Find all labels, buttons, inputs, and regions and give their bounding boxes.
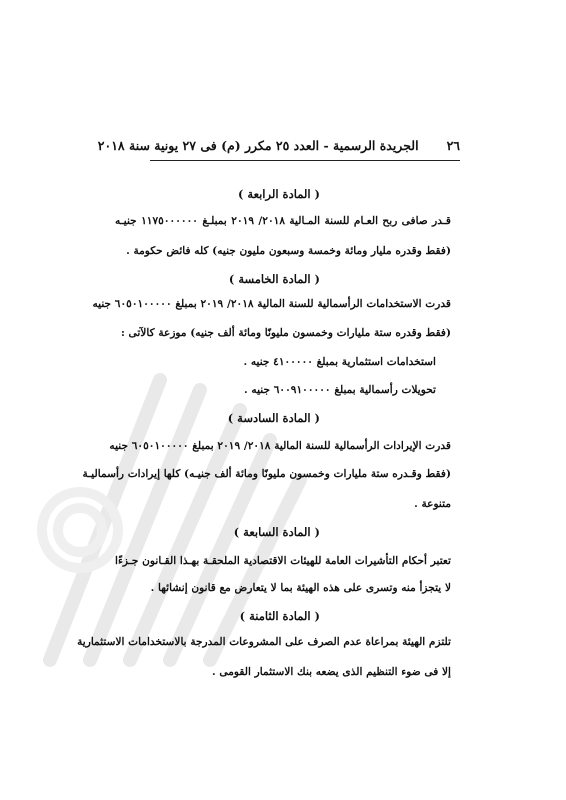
article-6-heading: ( المادة السادسة ) — [227, 411, 320, 425]
watermark-seal — [10, 360, 340, 680]
article-8-line-2: إلا فى ضوء التنظيم الذى يضعه بنك الاستثمار القومى . — [212, 666, 451, 678]
page-number: ٢٦ — [446, 138, 460, 153]
article-6-line-1: قدرت الإيرادات الرأسمالية للسنة المالية ٢٠١٨/ ٢٠١٩ بمبلغ ٦٠٥٠١٠٠٠٠٠ جنيه — [109, 440, 451, 452]
article-6-line-2: (فقط وقـدره ستة مليارات وخمسون مليونًا ومائة ألف جنيـه) كلها إيرادات رأسماليـة — [82, 468, 451, 480]
article-8-line-1: تلتزم الهيئة بمراعاة عدم الصرف على المشروعات المدرجة بالاستخدامات الاستثمارية — [77, 636, 451, 648]
article-4-line-2: (فقط وقدره مليار ومائة وخمسة وسبعون مليون جنيه) كله فائض حكومة . — [126, 245, 451, 257]
article-7-heading: ( المادة السابعة ) — [233, 525, 320, 539]
article-5-line-2: (فقط وقدره ستة مليارات وخمسون مليونًا ومائة ألف جنيه) موزعة كالآتى : — [120, 327, 451, 339]
article-5-heading: ( المادة الخامسة ) — [228, 272, 320, 286]
article-6-line-3: متنوعة . — [414, 498, 451, 510]
page-header — [97, 138, 460, 153]
article-5-line-4: تحويلات رأسمالية بمبلغ ٦٠٠٩١٠٠٠٠٠ جنيه . — [244, 384, 436, 396]
article-8-heading: ( المادة الثامنة ) — [239, 609, 320, 623]
header-divider — [150, 160, 460, 161]
article-7-line-2: لا يتجزأ منه وتسرى على هذه الهيئة بما لا يتعارض مع قانون إنشائها . — [150, 582, 451, 594]
article-7-line-1: تعتبر أحكام التأشيرات العامة للهيئات الاقتصادية الملحقـة بهـذا القـانون جـزءًا — [115, 555, 451, 567]
article-4-heading: ( المادة الرابعة ) — [237, 187, 320, 201]
article-4-line-1: قـدر صافى ربح العـام للسنة المـالية ٢٠١٨/ ٢٠١٩ بمبلـغ ١١٧٥٠٠٠٠٠٠ جنيـه — [115, 215, 451, 227]
article-5-line-1: قدرت الاستخدامات الرأسمالية للسنة المالية ٢٠١٨/ ٢٠١٩ بمبلغ ٦٠٥٠١٠٠٠٠٠ جنيه — [92, 298, 451, 310]
article-5-line-3: استخدامات استثمارية بمبلغ ٤١٠٠٠٠٠ جنيه . — [243, 356, 436, 368]
gazette-title: الجريدة الرسمية - العدد ٢٥ مكرر (م) فى ٢٧ يونية سنة ٢٠١٨ — [97, 138, 419, 153]
